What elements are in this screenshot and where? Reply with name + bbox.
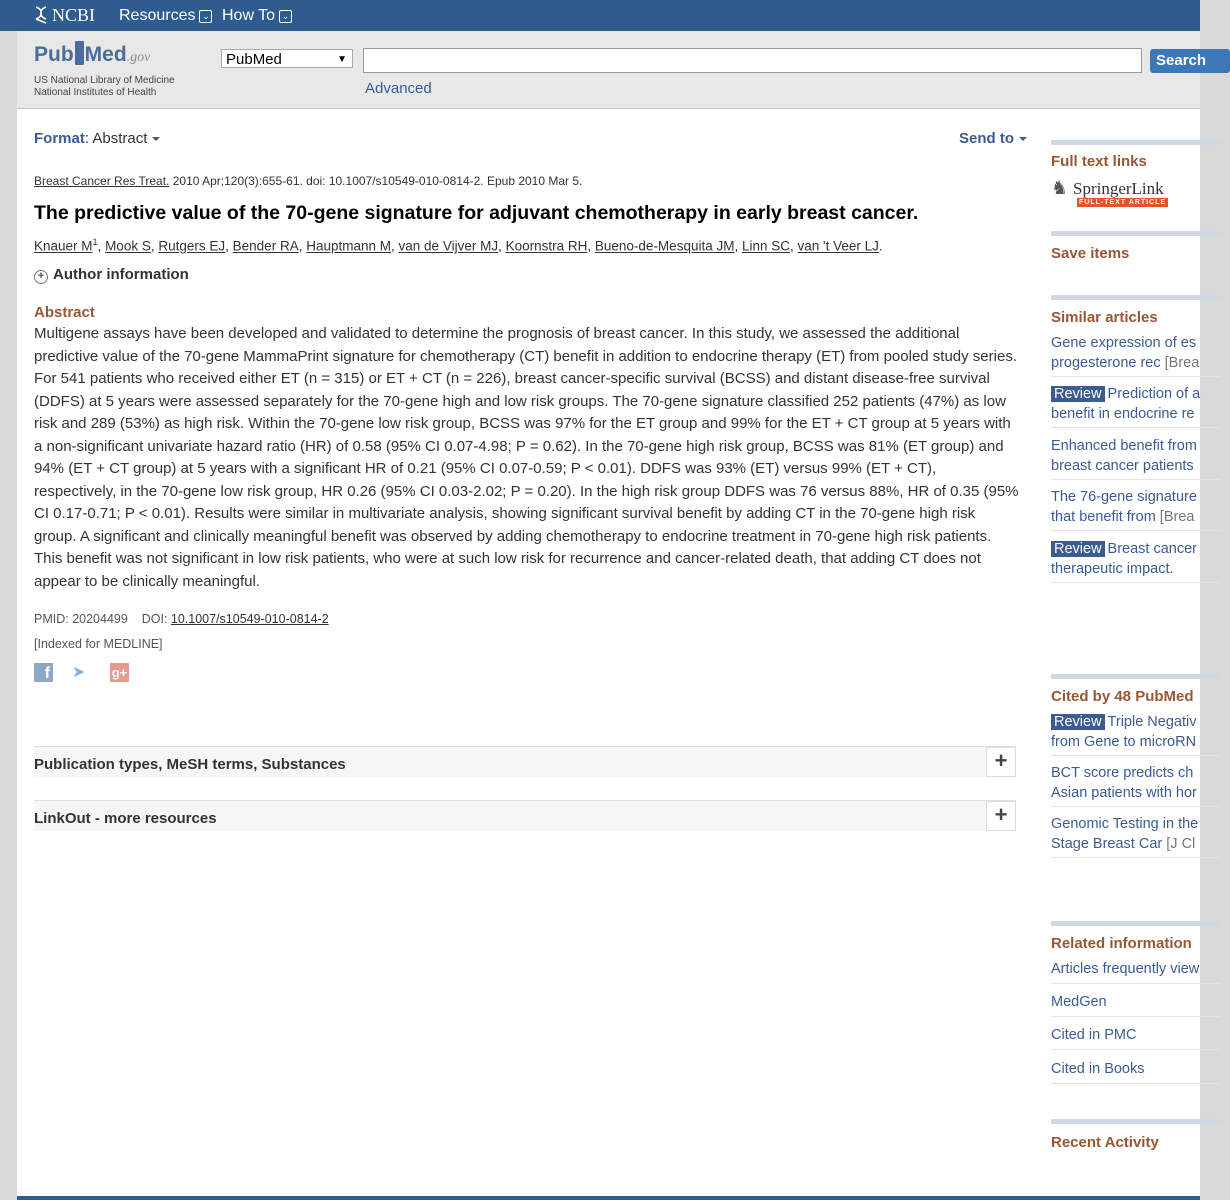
send-to-menu[interactable] [959,130,1027,147]
author-link[interactable]: Mook S [105,238,151,254]
item-line2: progesterone rec [1051,354,1161,371]
journal-link[interactable]: Breast Cancer Res Treat. [34,174,170,188]
related-information-heading: Related information [1051,935,1192,952]
logo-gov: .gov [126,50,151,65]
sidebar-divider [1051,674,1221,679]
doi-label: DOI: [141,612,171,626]
item-line2: that benefit from [1051,508,1156,525]
springer-horse-icon: ♞ [1051,178,1069,199]
item-line1: Gene expression of es [1051,335,1197,351]
item-line2: Asian patients with hor [1051,784,1197,801]
ncbi-logo[interactable] [34,5,95,26]
social-share [34,663,148,682]
author-link[interactable]: Linn SC [741,238,791,254]
pmid-doi [34,612,329,626]
indexed-note: [Indexed for MEDLINE] [34,637,163,651]
pubmed-logo[interactable] [34,41,150,67]
linkout-section[interactable] [34,800,1016,831]
cited-article-item[interactable] [1051,764,1221,807]
article-title: The predictive value of the 70-gene signature for adjuvant chemotherapy in early breast cancer. [34,202,919,224]
twitter-icon[interactable]: ➤ [72,664,86,681]
advanced-search-link[interactable]: Advanced [365,80,432,97]
howto-menu[interactable] [222,7,292,25]
send-to-label: Send to [959,130,1014,147]
item-line1: Enhanced benefit from [1051,438,1197,454]
item-line2: therapeutic impact. [1051,560,1174,577]
springer-tag: FULL-TEXT ARTICLE [1079,199,1167,206]
author-link[interactable]: van 't Veer LJ [797,238,879,254]
search-input[interactable] [363,48,1142,73]
author-link[interactable]: van de Vijver MJ [398,238,499,254]
dropdown-arrow-icon: ▼ [337,54,347,65]
pmid: PMID: 20204499 [34,612,128,626]
caret-down-icon [152,137,160,141]
linkout-label: LinkOut - more resources [34,810,217,827]
related-link[interactable]: MedGen [1051,994,1221,1017]
affiliation-sup: 1 [92,237,98,247]
review-badge: Review [1051,386,1105,402]
expand-plus-icon: + [34,270,48,284]
cited-article-item[interactable] [1051,713,1221,756]
howto-label: How To [222,7,276,24]
right-sidebar [1051,109,1217,1200]
chevron-down-icon: ⌄ [279,10,292,23]
nlm-line2: National Institutes of Health [34,87,157,98]
author-link[interactable]: Rutgers EJ [158,238,226,254]
search-button[interactable]: Search [1150,49,1230,73]
doi-link[interactable]: 10.1007/s10549-010-0814-2 [170,612,329,626]
search-header [17,31,1207,109]
item-line2: from Gene to microRN [1051,733,1197,750]
pubtypes-section[interactable] [34,746,1016,777]
nlm-credit [34,75,175,99]
author-link[interactable]: Knauer M [34,238,93,254]
review-badge: Review [1051,541,1105,557]
citation-details: 2010 Apr;120(3):655-61. doi: 10.1007/s10549-010-0814-2. Epub 2010 Mar 5. [169,174,583,188]
item-journal: [J Cl [1162,835,1196,852]
ncbi-logo-text: NCBI [52,5,96,25]
recent-activity-heading: Recent Activity [1051,1134,1159,1151]
save-items-heading[interactable]: Save items [1051,245,1130,262]
database-selected: PubMed [226,51,282,68]
logo-pub: Pub [34,43,74,66]
author-list: Knauer $M^1$, Mook S, Rutgers EJ, Bender RA, Hauptmann M, van de Vijver MJ, Koornstra RH, Bueno-de-Mesquita JM, Linn SC, van 't Veer LJ. [34,237,883,254]
related-link[interactable]: Articles frequently view [1051,961,1221,984]
abstract-heading: Abstract [34,304,95,321]
similar-article-item[interactable] [1051,540,1221,583]
sidebar-divider [1051,921,1221,926]
author-link[interactable]: Bender RA [232,238,299,254]
author-link[interactable]: Hauptmann M [306,238,392,254]
pubtypes-label: Publication types, MeSH terms, Substances [34,756,346,773]
caret-down-icon [1019,137,1027,141]
full-text-heading: Full text links [1051,153,1147,170]
sidebar-divider [1051,295,1221,300]
resources-label: Resources [119,7,196,24]
footer-rule [17,1196,1200,1200]
main-content [17,109,1200,1200]
item-line1: Prediction of a [1107,386,1201,402]
facebook-icon[interactable]: f [34,663,53,682]
logo-bar-icon [75,41,84,65]
logo-med: Med [84,43,127,66]
format-selector[interactable] [34,130,160,147]
item-line1: Genomic Testing in the [1051,816,1199,832]
item-line2: benefit in endocrine re [1051,405,1195,422]
ncbi-top-bar [0,0,1200,31]
item-journal: [Brea [1160,354,1200,371]
item-line1: BCT score predicts ch [1051,765,1194,781]
similar-article-item[interactable] [1051,488,1221,531]
item-line2: breast cancer patients [1051,457,1194,474]
cited-by-heading[interactable]: Cited by 48 PubMed [1051,688,1194,705]
author-link[interactable]: Koornstra RH [505,238,588,254]
item-line2: Stage Breast Car [1051,835,1163,852]
chevron-down-icon: ⌄ [199,10,212,23]
author-information-label: Author information [53,266,189,283]
nlm-line1: US National Library of Medicine [34,75,175,86]
expand-plus-icon[interactable]: + [986,747,1016,777]
format-value: : Abstract [84,130,148,147]
similar-article-item[interactable] [1051,437,1221,480]
related-link[interactable]: Cited in Books [1051,1061,1221,1084]
springer-name: SpringerLink [1073,179,1164,198]
google-plus-icon[interactable]: g+ [111,665,128,680]
database-select[interactable] [221,49,353,68]
author-link[interactable]: Bueno-de-Mesquita JM [594,238,735,254]
similar-article-item[interactable] [1051,385,1221,428]
cited-article-item[interactable] [1051,815,1221,858]
springerlink-button[interactable] [1051,177,1181,209]
author-information-toggle[interactable] [34,266,189,284]
related-link[interactable]: Cited in PMC [1051,1027,1221,1050]
format-label: Format [34,130,85,147]
dna-icon [34,6,48,24]
similar-article-item[interactable] [1051,334,1221,377]
item-line1: The 76-gene signature [1051,489,1197,505]
sidebar-divider [1051,231,1221,236]
sidebar-divider [1051,1119,1221,1124]
sidebar-divider [1051,140,1221,145]
expand-plus-icon[interactable]: + [986,801,1016,831]
citation [34,174,582,188]
similar-articles-heading: Similar articles [1051,309,1158,326]
item-line1: Triple Negativ [1107,714,1197,730]
review-badge: Review [1051,714,1105,730]
item-journal: [Brea [1155,508,1195,525]
abstract-text: Multigene assays have been developed and validated to determine the prognosis of breast cancer. In this study, we assessed the additional predictive value of the 70-gene MammaPrint signature for chemotherapy (CT) benefit in addition to endocrine therapy (ET) from pooled study series. For 541 patients who received either ET (n = 315) or ET + CT (n = 226), breast cancer-specific survival (BCSS) and distant disease-free survival (DDFS) at 5 years were assessed separately for the 70-gene high and low risk groups. The 70-gene signature classified 252 patients (47%) as low risk and 289 (53%) as high risk. Within the 70-gene low risk group, BCSS was 97% for the ET group and 99% for the ET + CT group at 5 years with a non-significant univariate hazard ratio (HR) of 0.58 (95% CI 0.07-4.98; P = 0.62). In the 70-gene high risk group, BCSS was 81% (ET group) and 94% (ET + CT group) at 5 years with a significant HR of 0.21 (95% CI 0.07-0.59; P < 0.01). DDFS was 93% (ET) versus 99% (ET + CT), respectively, in the 70-gene low risk group, HR 0.26 (95% CI 0.03-2.02; P = 0.20). In the high risk group DDFS was 76 versus 88%, HR of 0.35 (95% CI 0.17-0.71; P < 0.01). Results were similar in multivariate analysis, showing significant survival benefit by adding CT in the 70-gene high risk group. A significant and clinically meaningful benefit was observed by adding chemotherapy to endocrine treatment in 70-gene high risk patients. This benefit was not significant in low risk patients, who were at such low risk for recurrence and cancer-related death, that adding CT does not appear to be clinically meaningful. [34,325,1019,590]
item-line1: Breast cancer [1107,541,1198,557]
resources-menu[interactable] [119,7,212,25]
